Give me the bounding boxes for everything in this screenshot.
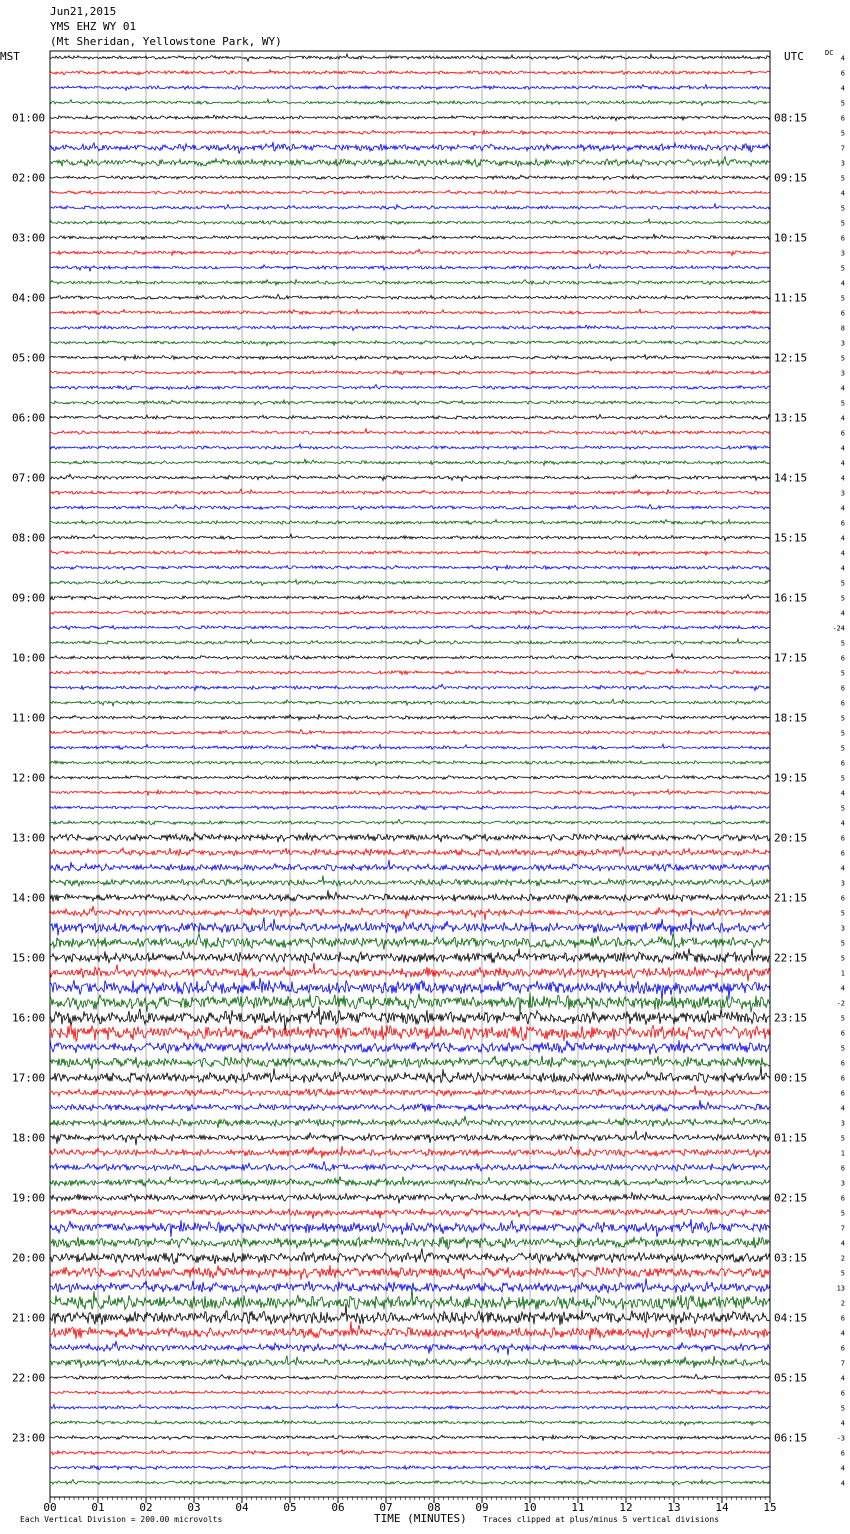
trace-line: [50, 744, 770, 749]
trace-line: [50, 264, 770, 271]
trace-line: [50, 99, 770, 105]
trace-line: [50, 175, 770, 180]
dc-offset-label: 8: [840, 324, 845, 333]
dc-offset-label: 4: [840, 1419, 845, 1428]
trace-line: [50, 580, 770, 586]
hour-label-utc: 08:15: [774, 111, 808, 125]
trace-line: [50, 371, 770, 375]
trace-line: [50, 806, 770, 810]
hour-label-utc: 21:15: [774, 891, 808, 905]
trace-line: [50, 429, 770, 435]
dc-offset-label: 5: [840, 954, 845, 963]
trace-line: [50, 400, 770, 405]
dc-offset-label: 5: [840, 714, 845, 723]
dc-offset-label: 1: [840, 969, 845, 978]
trace-line: [50, 1390, 770, 1395]
trace-line: [50, 504, 770, 510]
trace-line: [50, 875, 770, 886]
trace-line: [50, 595, 770, 600]
trace-line: [50, 1209, 770, 1219]
x-tick-label: 06: [331, 1501, 345, 1514]
dc-offset-label: 5: [840, 909, 845, 918]
dc-offset-label: 6: [840, 1074, 845, 1083]
scale-note: Each Vertical Division = 200.00 microvolts: [20, 1515, 223, 1524]
dc-offset-label: -24: [832, 624, 845, 633]
trace-line: [50, 355, 770, 361]
dc-offset-label: 6: [840, 849, 845, 858]
left-timezone-label: MST: [0, 50, 20, 63]
x-tick-label: 15: [763, 1501, 777, 1514]
trace-line: [50, 654, 770, 659]
x-tick-label: 09: [475, 1501, 489, 1514]
dc-offset-label: -3: [836, 1434, 845, 1443]
hour-label-mst: 01:00: [12, 111, 46, 125]
dc-offset-label: 4: [840, 1479, 845, 1488]
hour-label-utc: 19:15: [774, 771, 808, 785]
dc-offset-label: 6: [840, 1029, 845, 1038]
hour-label-mst: 05:00: [12, 351, 46, 365]
trace-line: [50, 1193, 770, 1204]
trace-line: [50, 1248, 770, 1264]
hour-label-mst: 12:00: [12, 771, 46, 785]
dc-offset-label: 6: [840, 894, 845, 903]
trace-line: [50, 325, 770, 330]
dc-offset-label: 3: [840, 159, 845, 168]
dc-offset-label: 4: [840, 459, 845, 468]
dc-offset-label: 5: [840, 669, 845, 678]
trace-line: [50, 1131, 770, 1146]
dc-offset-label: 6: [840, 1194, 845, 1203]
hour-label-utc: 06:15: [774, 1431, 808, 1445]
station-label: YMS EHZ WY 01: [50, 20, 137, 33]
hour-label-utc: 20:15: [774, 831, 808, 845]
hour-label-utc: 11:15: [774, 291, 808, 305]
trace-line: [50, 474, 770, 481]
dc-offset-label: 4: [840, 279, 845, 288]
dc-offset-label: 3: [840, 369, 845, 378]
trace-line: [50, 669, 770, 675]
trace-line: [50, 760, 770, 765]
dc-offset-label: 6: [840, 1164, 845, 1173]
trace-line: [50, 1219, 770, 1237]
dc-offset-label: 3: [840, 249, 845, 258]
dc-offset-label: 4: [840, 609, 845, 618]
dc-offset-label: 4: [840, 54, 845, 63]
trace-line: [50, 1420, 770, 1426]
trace-line: [50, 846, 770, 856]
dc-offset-label: 1: [840, 1149, 845, 1158]
hour-label-utc: 23:15: [774, 1011, 808, 1025]
x-tick-label: 12: [619, 1501, 633, 1514]
dc-offset-label: 5: [840, 939, 845, 948]
dc-offset-label: 2: [840, 1299, 845, 1308]
dc-offset-label: 6: [840, 759, 845, 768]
dc-offset-label: 5: [840, 1404, 845, 1413]
trace-line: [50, 790, 770, 796]
dc-offset-label: 5: [840, 264, 845, 273]
dc-label: DC: [825, 49, 834, 57]
trace-line: [50, 489, 770, 495]
hour-label-utc: 16:15: [774, 591, 808, 605]
trace-line: [50, 1435, 770, 1441]
hour-label-mst: 18:00: [12, 1131, 46, 1145]
trace-line: [50, 1025, 770, 1041]
hour-label-utc: 18:15: [774, 711, 808, 725]
hour-label-mst: 19:00: [12, 1191, 46, 1205]
x-tick-label: 14: [715, 1501, 729, 1514]
trace-line: [50, 1404, 770, 1409]
trace-line: [50, 775, 770, 780]
dc-offset-label: 5: [840, 1014, 845, 1023]
trace-line: [50, 833, 770, 843]
trace-line: [50, 70, 770, 75]
x-tick-label: 08: [427, 1501, 441, 1514]
right-timezone-label: UTC: [784, 50, 804, 63]
x-tick-label: 13: [667, 1501, 681, 1514]
trace-line: [50, 279, 770, 285]
dc-offset-label: 4: [840, 1104, 845, 1113]
trace-line: [50, 729, 770, 734]
hour-label-mst: 14:00: [12, 891, 46, 905]
hour-label-utc: 12:15: [774, 351, 808, 365]
trace-line: [50, 1146, 770, 1158]
trace-line: [50, 85, 770, 91]
trace-line: [50, 234, 770, 240]
hour-label-utc: 09:15: [774, 171, 808, 185]
trace-line: [50, 625, 770, 630]
hour-label-utc: 03:15: [774, 1251, 808, 1265]
trace-line: [50, 1374, 770, 1380]
dc-offset-label: 6: [840, 69, 845, 78]
x-tick-label: 05: [283, 1501, 297, 1514]
hour-label-mst: 23:00: [12, 1431, 46, 1445]
dc-offset-label: 5: [840, 204, 845, 213]
dc-offset-label: 6: [840, 1089, 845, 1098]
dc-offset-label: 3: [840, 1119, 845, 1128]
dc-offset-label: 6: [840, 114, 845, 123]
trace-line: [50, 142, 770, 154]
trace-line: [50, 699, 770, 706]
dc-offset-label: 4: [840, 1464, 845, 1473]
dc-offset-label: -2: [836, 999, 845, 1008]
trace-line: [50, 1066, 770, 1083]
dc-offset-label: 5: [840, 99, 845, 108]
dc-offset-label: 7: [840, 144, 845, 153]
dc-offset-label: 5: [840, 399, 845, 408]
x-tick-label: 07: [379, 1501, 393, 1514]
trace-line: [50, 414, 770, 419]
trace-line: [50, 1056, 770, 1070]
trace-line: [50, 444, 770, 450]
hour-label-mst: 04:00: [12, 291, 46, 305]
trace-line: [50, 340, 770, 345]
dc-offset-label: 6: [840, 309, 845, 318]
dc-offset-label: 5: [840, 594, 845, 603]
dc-offset-label: 4: [840, 189, 845, 198]
hour-label-utc: 10:15: [774, 231, 808, 245]
dc-offset-label: 4: [840, 414, 845, 423]
hour-label-mst: 22:00: [12, 1371, 46, 1385]
dc-offset-label: 5: [840, 129, 845, 138]
dc-offset-label: 4: [840, 864, 845, 873]
dc-offset-label: 3: [840, 339, 845, 348]
date-label: Jun21,2015: [50, 5, 117, 18]
trace-line: [50, 294, 770, 299]
dc-offset-label: 6: [840, 1344, 845, 1353]
trace-line: [50, 115, 770, 121]
trace-line: [50, 860, 770, 871]
trace-line: [50, 684, 770, 690]
x-tick-label: 02: [139, 1501, 153, 1514]
trace-line: [50, 1287, 770, 1310]
trace-line: [50, 219, 770, 224]
trace-line: [50, 1341, 770, 1355]
hour-label-utc: 22:15: [774, 951, 808, 965]
clip-note: Traces clipped at plus/minus 5 vertical divisions: [483, 1515, 720, 1524]
dc-offset-label: 4: [840, 474, 845, 483]
dc-offset-label: 7: [840, 1224, 845, 1233]
dc-offset-label: 5: [840, 294, 845, 303]
trace-line: [50, 190, 770, 194]
dc-offset-label: 5: [840, 744, 845, 753]
dc-offset-label: 4: [840, 549, 845, 558]
dc-offset-label: 4: [840, 384, 845, 393]
hour-label-mst: 16:00: [12, 1011, 46, 1025]
x-tick-label: 11: [571, 1501, 585, 1514]
dc-offset-label: 7: [840, 1359, 845, 1368]
dc-offset-label: 3: [840, 489, 845, 498]
dc-offset-label: 4: [840, 84, 845, 93]
hour-label-mst: 17:00: [12, 1071, 46, 1085]
dc-offset-label: 5: [840, 174, 845, 183]
dc-offset-label: 5: [840, 639, 845, 648]
dc-offset-label: 5: [840, 729, 845, 738]
dc-offset-label: 6: [840, 1059, 845, 1068]
dc-offset-label: 6: [840, 834, 845, 843]
trace-line: [50, 978, 770, 1001]
dc-offset-label: 4: [840, 1329, 845, 1338]
hour-label-mst: 13:00: [12, 831, 46, 845]
dc-offset-label: 3: [840, 879, 845, 888]
x-tick-label: 03: [187, 1501, 201, 1514]
hour-label-mst: 10:00: [12, 651, 46, 665]
hour-label-mst: 21:00: [12, 1311, 46, 1325]
dc-offset-label: 6: [840, 699, 845, 708]
hour-label-mst: 07:00: [12, 471, 46, 485]
trace-line: [50, 565, 770, 571]
trace-line: [50, 906, 770, 920]
trace-line: [50, 550, 770, 556]
dc-offset-label: 4: [840, 984, 845, 993]
dc-offset-label: 6: [840, 519, 845, 528]
trace-line: [50, 1265, 770, 1280]
dc-offset-label: 6: [840, 684, 845, 693]
hour-label-utc: 02:15: [774, 1191, 808, 1205]
dc-offset-label: 5: [840, 219, 845, 228]
trace-line: [50, 1303, 770, 1325]
x-tick-label: 01: [91, 1501, 105, 1514]
hour-label-utc: 14:15: [774, 471, 808, 485]
x-axis-label: TIME (MINUTES): [374, 1512, 467, 1525]
trace-line: [50, 157, 770, 167]
dc-offset-label: 4: [840, 504, 845, 513]
hour-label-mst: 20:00: [12, 1251, 46, 1265]
dc-offset-label: 5: [840, 804, 845, 813]
dc-offset-label: 4: [840, 564, 845, 573]
hour-label-utc: 17:15: [774, 651, 808, 665]
dc-offset-label: 6: [840, 234, 845, 243]
dc-offset-label: 6: [840, 1389, 845, 1398]
trace-line: [50, 1450, 770, 1456]
dc-offset-label: 4: [840, 534, 845, 543]
hour-label-mst: 09:00: [12, 591, 46, 605]
trace-line: [50, 1100, 770, 1112]
trace-line: [50, 1038, 770, 1054]
trace-line: [50, 534, 770, 540]
dc-offset-label: 6: [840, 429, 845, 438]
trace-line: [50, 917, 770, 935]
trace-line: [50, 1278, 770, 1293]
trace-line: [50, 1466, 770, 1470]
dc-offset-label: 13: [836, 1284, 845, 1293]
trace-line: [50, 459, 770, 466]
trace-line: [50, 639, 770, 645]
dc-offset-label: 5: [840, 579, 845, 588]
hour-label-utc: 01:15: [774, 1131, 808, 1145]
dc-offset-label: 6: [840, 1449, 845, 1458]
hour-label-utc: 00:15: [774, 1071, 808, 1085]
plot-frame: [50, 51, 770, 1497]
trace-line: [50, 309, 770, 314]
dc-offset-label: 3: [840, 1179, 845, 1188]
trace-line: [50, 520, 770, 525]
dc-offset-label: 4: [840, 444, 845, 453]
trace-line: [50, 820, 770, 825]
dc-offset-label: 4: [840, 1239, 845, 1248]
location-label: (Mt Sheridan, Yellowstone Park, WY): [50, 35, 282, 48]
dc-offset-label: 5: [840, 354, 845, 363]
hour-label-utc: 15:15: [774, 531, 808, 545]
dc-offset-label: 5: [840, 1134, 845, 1143]
dc-offset-label: 2: [840, 1254, 845, 1263]
trace-line: [50, 1085, 770, 1096]
x-tick-label: 10: [523, 1501, 537, 1514]
dc-offset-label: 4: [840, 819, 845, 828]
trace-line: [50, 204, 770, 210]
trace-line: [50, 714, 770, 720]
trace-line: [50, 1480, 770, 1485]
dc-offset-label: 6: [840, 1314, 845, 1323]
trace-line: [50, 933, 770, 949]
trace-line: [50, 948, 770, 963]
trace-line: [50, 385, 770, 390]
hour-label-mst: 11:00: [12, 711, 46, 725]
trace-line: [50, 1321, 770, 1341]
trace-line: [50, 890, 770, 903]
trace-line: [50, 54, 770, 61]
dc-offset-label: 4: [840, 789, 845, 798]
dc-offset-label: 6: [840, 654, 845, 663]
hour-label-mst: 02:00: [12, 171, 46, 185]
hour-label-mst: 15:00: [12, 951, 46, 965]
dc-offset-label: 5: [840, 1269, 845, 1278]
trace-line: [50, 1161, 770, 1171]
trace-line: [50, 249, 770, 255]
dc-offset-label: 5: [840, 774, 845, 783]
hour-label-utc: 04:15: [774, 1311, 808, 1325]
trace-line: [50, 1116, 770, 1128]
hour-label-utc: 13:15: [774, 411, 808, 425]
trace-line: [50, 610, 770, 615]
hour-label-utc: 05:15: [774, 1371, 808, 1385]
dc-offset-label: 4: [840, 1374, 845, 1383]
dc-offset-label: 5: [840, 1044, 845, 1053]
trace-line: [50, 1356, 770, 1368]
hour-label-mst: 08:00: [12, 531, 46, 545]
hour-label-mst: 06:00: [12, 411, 46, 425]
trace-line: [50, 130, 770, 136]
dc-offset-label: 3: [840, 924, 845, 933]
x-tick-label: 04: [235, 1501, 249, 1514]
hour-label-mst: 03:00: [12, 231, 46, 245]
dc-offset-label: 5: [840, 1209, 845, 1218]
x-tick-label: 00: [43, 1501, 57, 1514]
trace-line: [50, 963, 770, 982]
trace-line: [50, 1236, 770, 1249]
trace-line: [50, 1176, 770, 1186]
